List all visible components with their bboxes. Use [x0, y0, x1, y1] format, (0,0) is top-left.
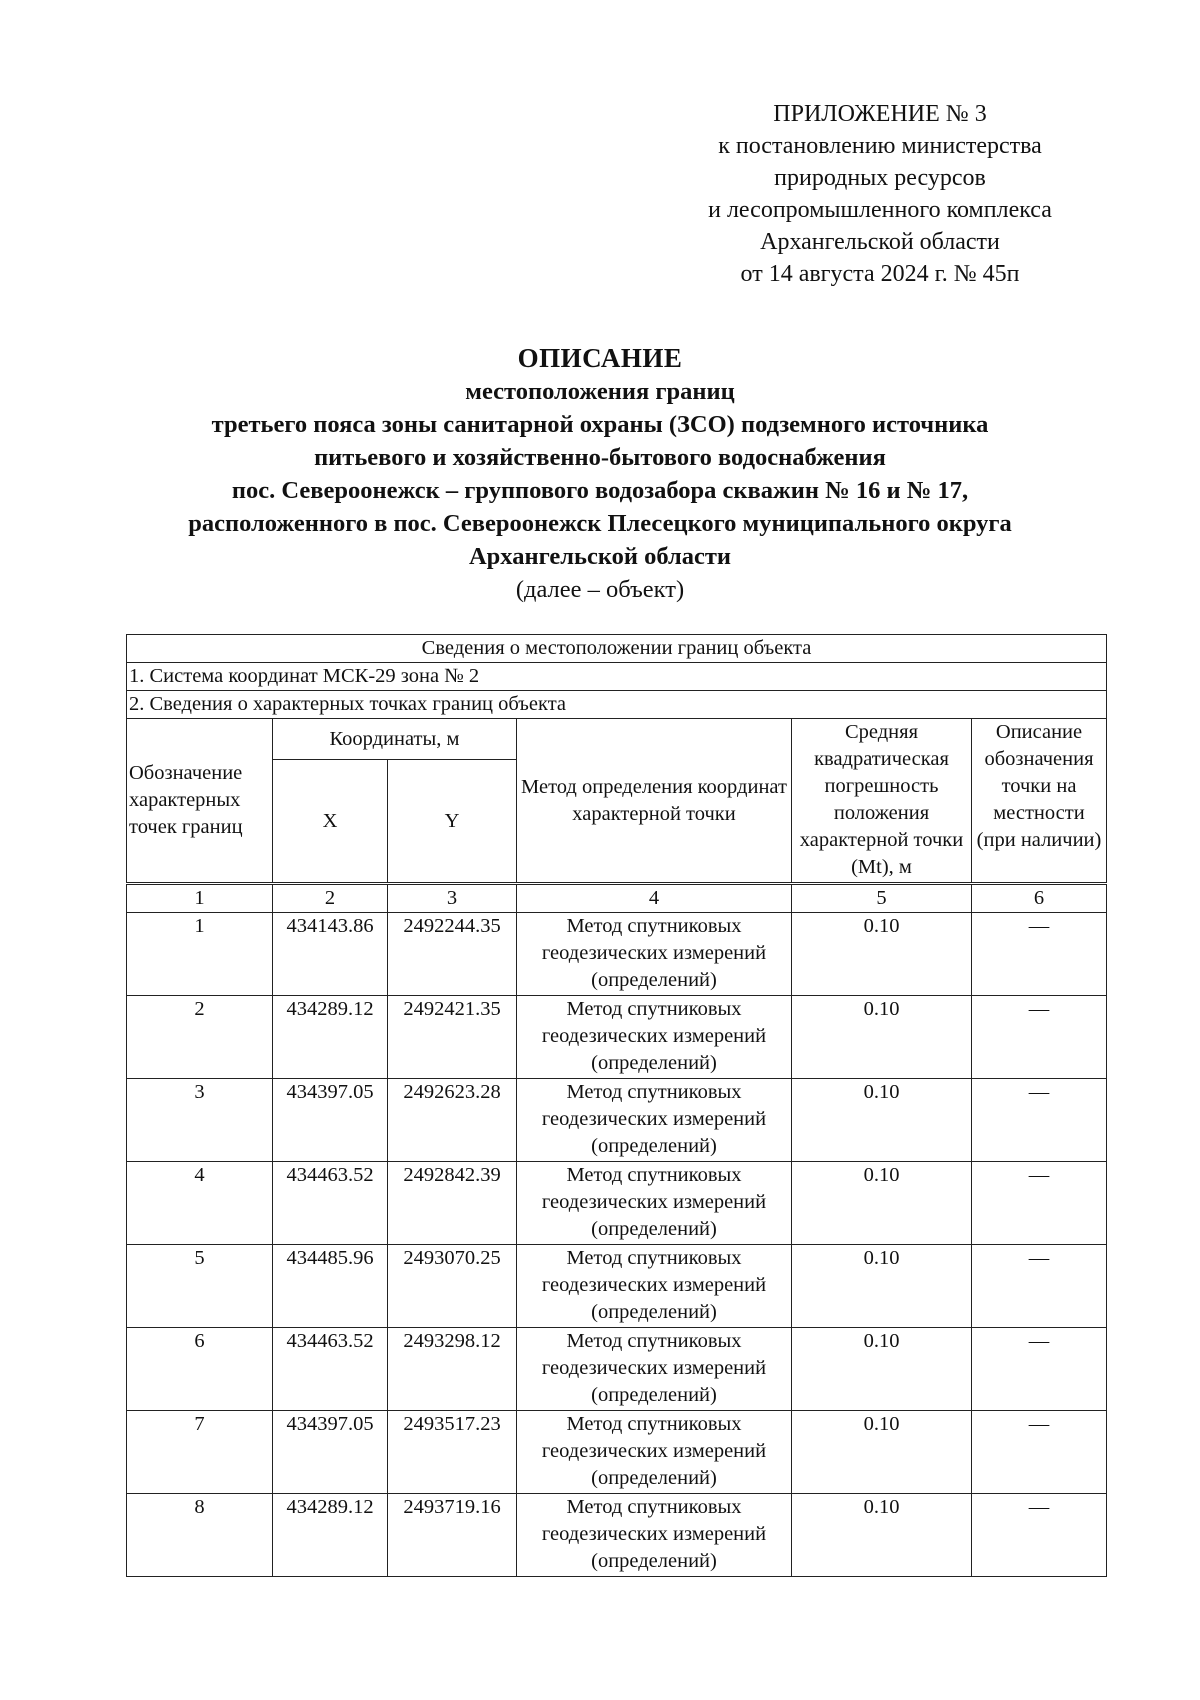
title-line: питьевого и хозяйственно-бытового водоснабжения: [314, 444, 886, 471]
header-y: Y: [388, 760, 517, 884]
points-section-title: 2. Сведения о характерных точках границ объекта: [127, 691, 1107, 719]
point-number: 8: [127, 1494, 273, 1577]
coord-y: 2493517.23: [388, 1411, 517, 1494]
point-number: 4: [127, 1162, 273, 1245]
appendix-line: к постановлению министерства: [718, 133, 1042, 159]
description-cell: —: [972, 1079, 1107, 1162]
coord-x: 434485.96: [273, 1245, 388, 1328]
coord-y: 2492421.35: [388, 996, 517, 1079]
method-cell: Метод спутниковых геодезических измерений (определений): [517, 1162, 792, 1245]
point-number: 5: [127, 1245, 273, 1328]
method-cell: Метод спутниковых геодезических измерений (определений): [517, 913, 792, 996]
point-number: 7: [127, 1411, 273, 1494]
column-number: 1: [127, 884, 273, 913]
table-row: [127, 1494, 1107, 1577]
coord-y: 2492244.35: [388, 913, 517, 996]
method-cell: Метод спутниковых геодезических измерений (определений): [517, 1079, 792, 1162]
column-number: 5: [792, 884, 972, 913]
header-point-designation: Обозначение характерных точек границ: [127, 719, 273, 884]
document-title: [120, 342, 1080, 606]
description-cell: —: [972, 996, 1107, 1079]
appendix-line: природных ресурсов: [774, 165, 986, 191]
coord-x: 434143.86: [273, 913, 388, 996]
table-row: [127, 996, 1107, 1079]
header-description: Описание обозначения точки на местности (при наличии): [972, 719, 1107, 884]
description-cell: —: [972, 1245, 1107, 1328]
method-cell: Метод спутниковых геодезических измерений (определений): [517, 1245, 792, 1328]
column-number: 2: [273, 884, 388, 913]
boundary-table: [126, 634, 1107, 1577]
error-cell: 0.10: [792, 1411, 972, 1494]
header-x: X: [273, 760, 388, 884]
error-cell: 0.10: [792, 1079, 972, 1162]
error-cell: 0.10: [792, 913, 972, 996]
method-cell: Метод спутниковых геодезических измерений (определений): [517, 996, 792, 1079]
coord-x: 434397.05: [273, 1079, 388, 1162]
coord-x: 434289.12: [273, 996, 388, 1079]
point-number: 3: [127, 1079, 273, 1162]
coord-x: 434397.05: [273, 1411, 388, 1494]
title-line: Архангельской области: [468, 543, 732, 570]
coord-x: 434289.12: [273, 1494, 388, 1577]
description-cell: —: [972, 913, 1107, 996]
error-cell: 0.10: [792, 1245, 972, 1328]
title-main: ОПИСАНИЕ: [517, 343, 683, 373]
coord-x: 434463.52: [273, 1162, 388, 1245]
column-number: 4: [517, 884, 792, 913]
table-row: [127, 913, 1107, 996]
error-cell: 0.10: [792, 996, 972, 1079]
header-error: Средняя квадратическая погрешность положения характерной точки (Mt), м: [792, 719, 972, 884]
error-cell: 0.10: [792, 1494, 972, 1577]
column-number: 3: [388, 884, 517, 913]
coord-y: 2493070.25: [388, 1245, 517, 1328]
description-cell: —: [972, 1328, 1107, 1411]
title-line: пос. Североонежск – группового водозабора скважин № 16 и № 17,: [231, 477, 969, 504]
coord-y: 2492842.39: [388, 1162, 517, 1245]
column-numbers-row: [127, 884, 1107, 913]
coord-y: 2492623.28: [388, 1079, 517, 1162]
appendix-line: от 14 августа 2024 г. № 45п: [740, 261, 1020, 287]
table-row: [127, 1328, 1107, 1411]
appendix-line: Архангельской области: [760, 229, 1000, 255]
title-line: третьего пояса зоны санитарной охраны (ЗСО) подземного источника: [211, 411, 989, 438]
error-cell: 0.10: [792, 1328, 972, 1411]
appendix-header: [640, 98, 1120, 290]
table-row: [127, 1079, 1107, 1162]
description-cell: —: [972, 1494, 1107, 1577]
method-cell: Метод спутниковых геодезических измерений (определений): [517, 1411, 792, 1494]
column-number: 6: [972, 884, 1107, 913]
header-coordinates: Координаты, м: [273, 719, 517, 760]
coord-y: 2493719.16: [388, 1494, 517, 1577]
point-number: 1: [127, 913, 273, 996]
table-row: [127, 1411, 1107, 1494]
appendix-line: ПРИЛОЖЕНИЕ № 3: [773, 101, 987, 127]
table-row: [127, 1245, 1107, 1328]
title-line: местоположения границ: [465, 378, 735, 405]
coordinate-system: 1. Система координат МСК-29 зона № 2: [127, 663, 1107, 691]
point-number: 2: [127, 996, 273, 1079]
coord-y: 2493298.12: [388, 1328, 517, 1411]
appendix-line: и лесопромышленного комплекса: [708, 197, 1052, 223]
coord-x: 434463.52: [273, 1328, 388, 1411]
header-method: Метод определения координат характерной точки: [517, 719, 792, 884]
method-cell: Метод спутниковых геодезических измерений (определений): [517, 1494, 792, 1577]
title-note: (далее – объект): [515, 576, 685, 603]
error-cell: 0.10: [792, 1162, 972, 1245]
point-number: 6: [127, 1328, 273, 1411]
title-line: расположенного в пос. Североонежск Плесецкого муниципального округа: [188, 510, 1012, 537]
table-caption: Сведения о местоположении границ объекта: [127, 635, 1107, 663]
method-cell: Метод спутниковых геодезических измерений (определений): [517, 1328, 792, 1411]
description-cell: —: [972, 1162, 1107, 1245]
description-cell: —: [972, 1411, 1107, 1494]
table-row: [127, 1162, 1107, 1245]
